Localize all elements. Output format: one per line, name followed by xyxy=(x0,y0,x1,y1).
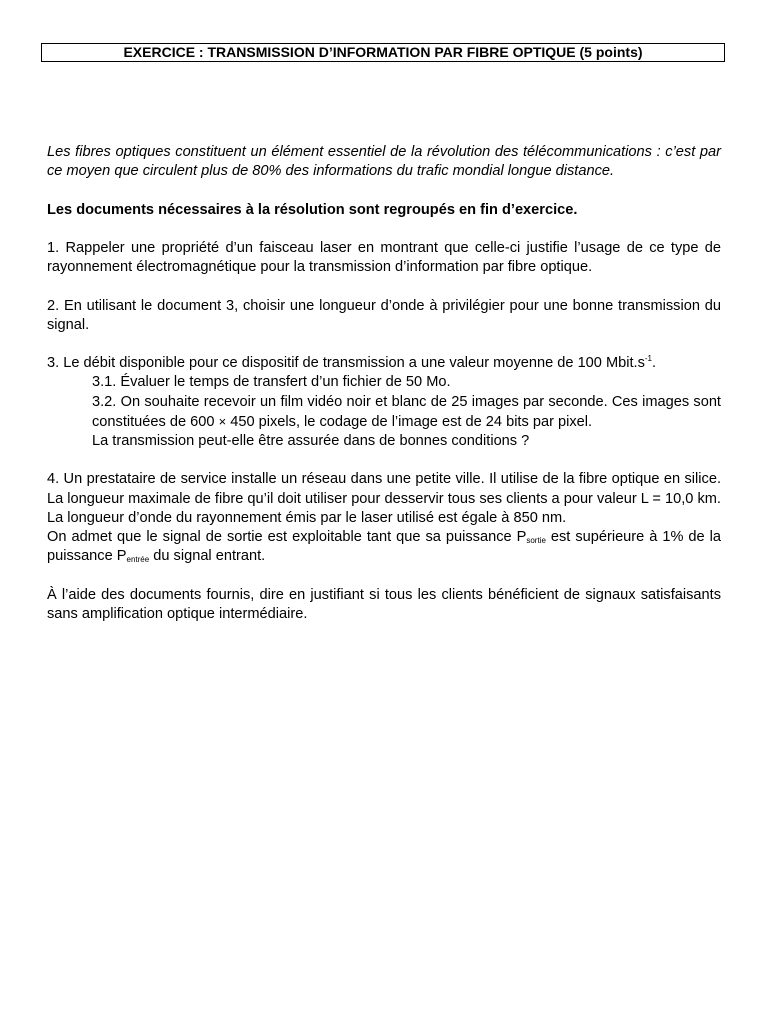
question-1: 1. Rappeler une propriété d’un faisceau laser en montrant que celle-ci justifie l’usage de ce type de rayonnement électromagnétique pour la transmission d’information par fibre optique. xyxy=(47,239,721,276)
condition-text-a: On admet que le signal de sortie est exploitable tant que sa puissance P xyxy=(47,528,527,545)
question-3-2-text-b: 450 pixels, le codage de l’image est de 24 bits par pixel. xyxy=(230,413,593,430)
condition-text-c: du signal entrant. xyxy=(149,548,266,565)
intro-paragraph: Les fibres optiques constituent un élément essentiel de la révolution des télécommunications : c’est par ce moyen que circulent plus de 80% des informations du trafic mondial longue distance. xyxy=(47,144,721,180)
question-4-condition xyxy=(47,528,721,566)
subscript-sortie: sortie xyxy=(526,535,546,545)
exercise-body xyxy=(47,143,721,643)
question-3 xyxy=(47,354,721,451)
question-3-statement xyxy=(47,354,721,373)
documents-note: Les documents nécessaires à la résolution sont regroupés en fin d’exercice. xyxy=(47,201,578,218)
question-4-context: 4. Un prestataire de service installe un réseau dans une petite ville. Il utilise de la fibre optique en silice. La longueur maximale de fibre qu’il doit utiliser pour desservir tous ses clients a pour valeur L = 10,0 km. xyxy=(47,471,721,507)
question-3-2-text-a: 3.2. On souhaite recevoir un film vidéo noir et blanc de 25 images par seconde. Ces images sont constituées de 600 xyxy=(92,393,721,430)
question-3-text: 3. Le débit disponible pour ce dispositif de transmission a une valeur moyenne de 100 Mbit.s xyxy=(47,355,645,372)
unit-exponent: -1 xyxy=(644,354,653,364)
question-3-1: 3.1. Évaluer le temps de transfert d’un fichier de 50 Mo. xyxy=(92,374,451,391)
times-symbol: × xyxy=(218,413,227,429)
question-3-2 xyxy=(47,393,721,432)
conclusion-question: À l’aide des documents fournis, dire en justifiant si tous les clients bénéficient de signaux satisfaisants sans amplification optique intermédiaire. xyxy=(47,586,721,622)
subscript-entree: entrée xyxy=(126,555,150,565)
question-3-end: . xyxy=(652,355,657,372)
question-3-2-question: La transmission peut-elle être assurée dans de bonnes conditions ? xyxy=(92,432,530,449)
question-2: 2. En utilisant le document 3, choisir une longueur d’onde à privilégier pour une bonne transmission du signal. xyxy=(47,297,721,333)
condition-text-b: est supérieure à 1% de la puissance P xyxy=(47,528,721,565)
question-4-wavelength: La longueur d’onde du rayonnement émis par le laser utilisé est égale à 850 nm. xyxy=(47,509,567,526)
question-4 xyxy=(47,470,721,566)
exercise-title: EXERCICE : TRANSMISSION D’INFORMATION PAR FIBRE OPTIQUE (5 points) xyxy=(41,43,725,62)
